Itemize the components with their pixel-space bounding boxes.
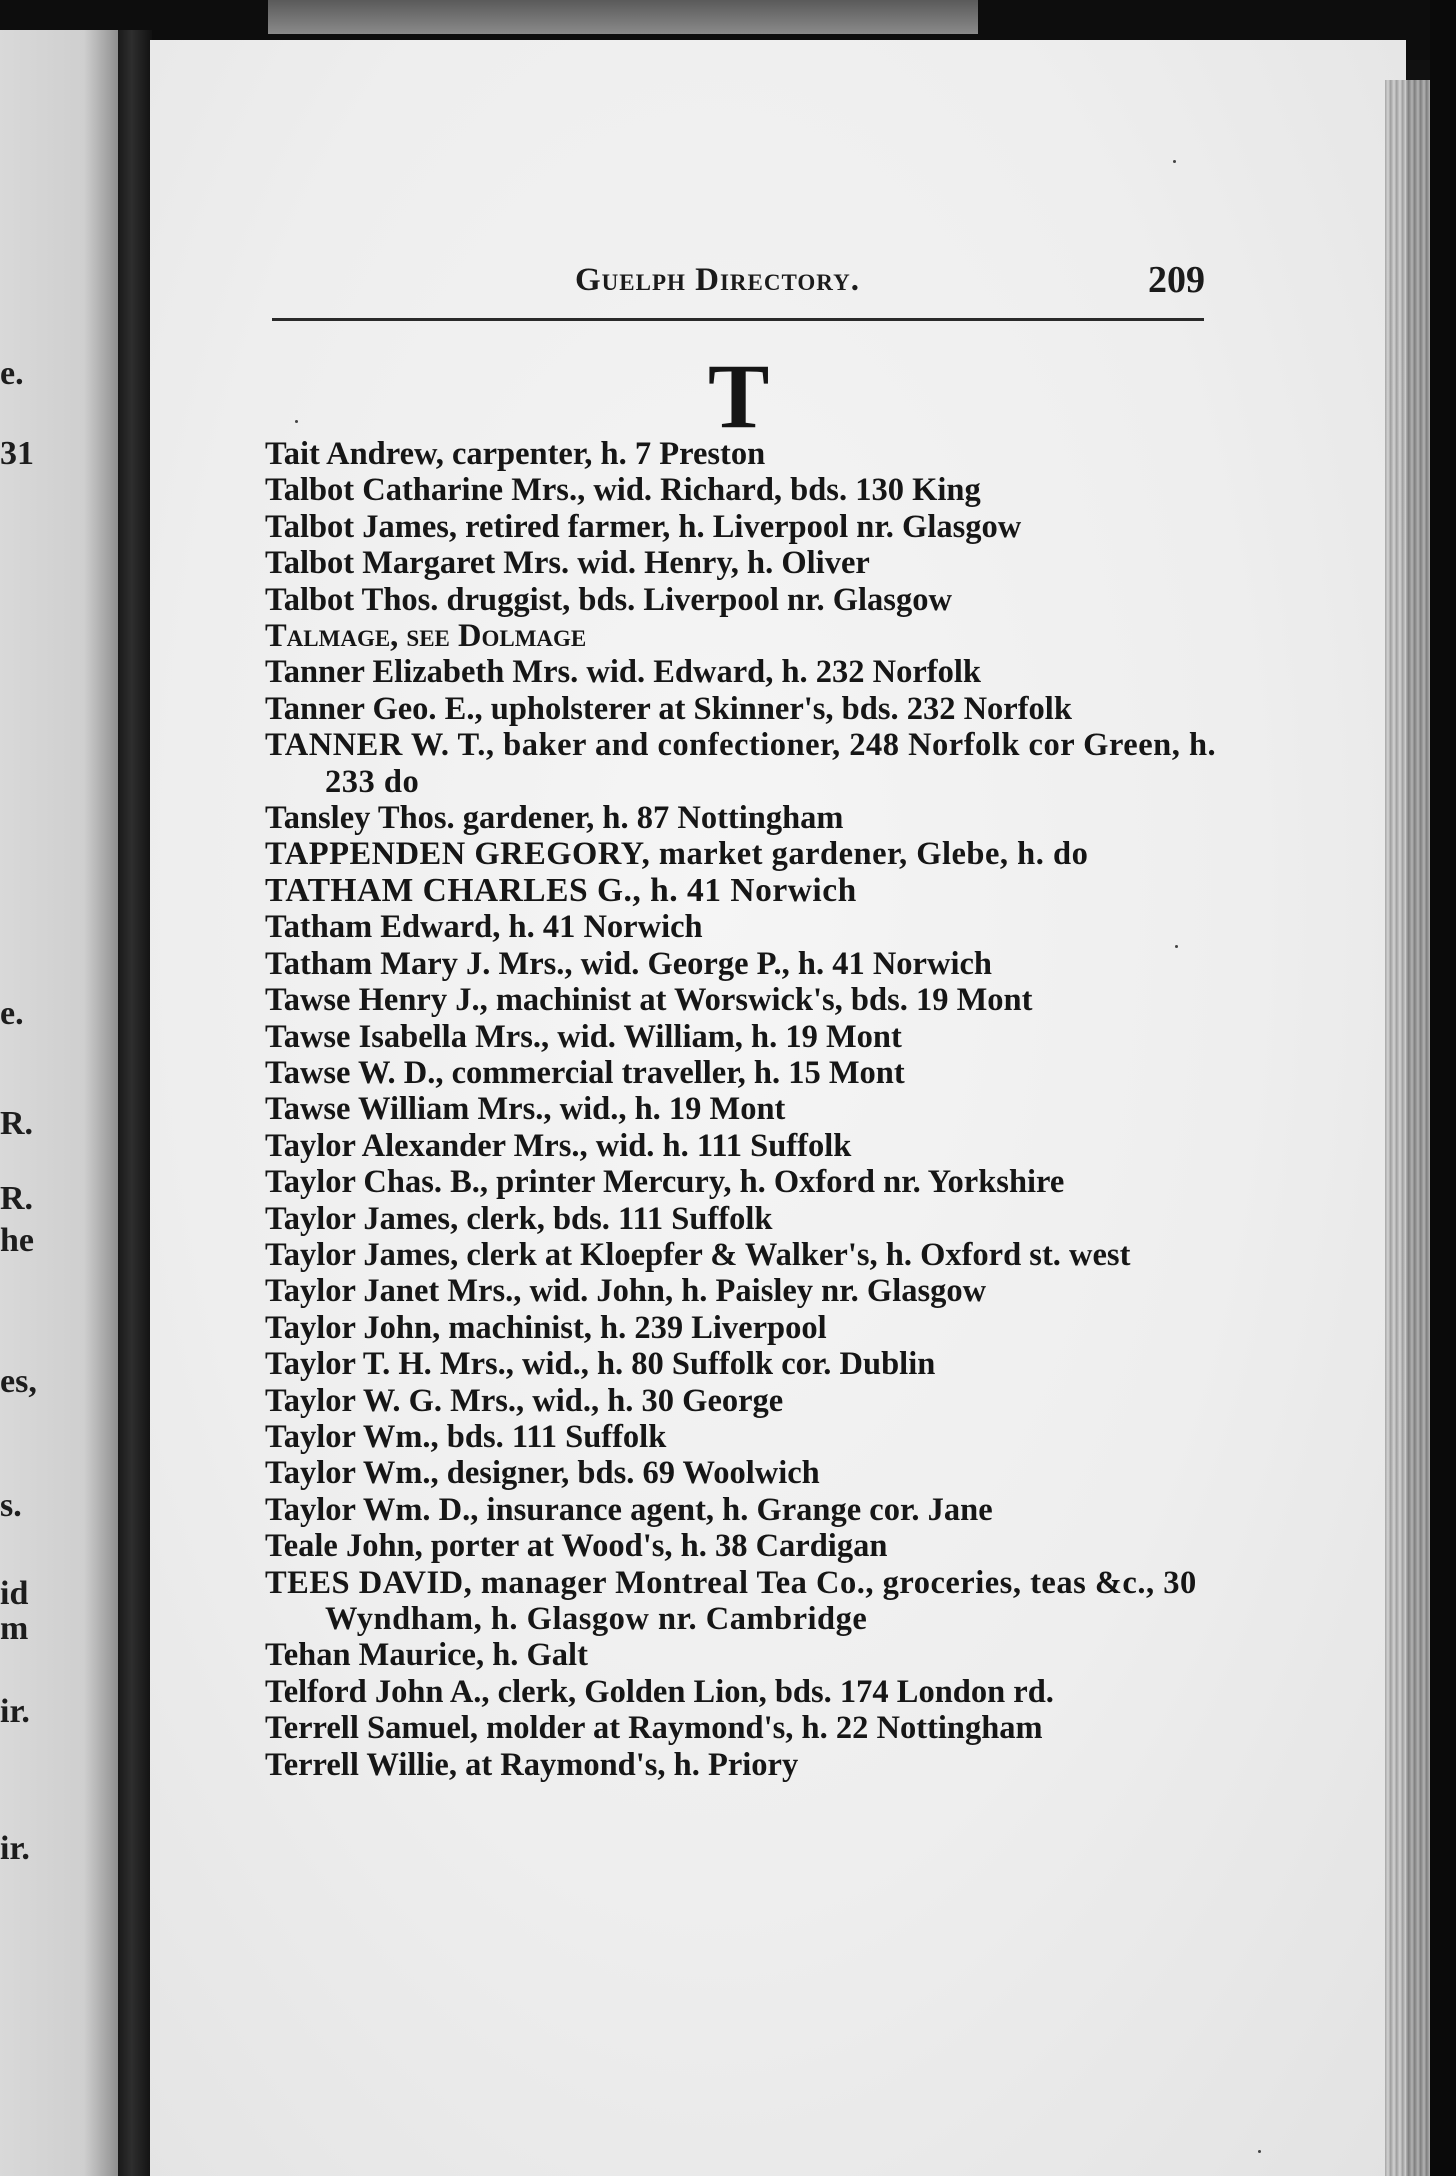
running-head: Guelph Directory. [575, 262, 860, 298]
page-number: 209 [1148, 259, 1205, 301]
scan-right-border [1430, 0, 1456, 2176]
directory-entry: Tait Andrew, carpenter, h. 7 Preston [265, 436, 766, 472]
directory-entry: Terrell Samuel, molder at Raymond's, h. 22 Nottingham [265, 1710, 1043, 1747]
left-page-fragment: R. [0, 1180, 34, 1217]
directory-entry: Tanner Elizabeth Mrs. wid. Edward, h. 232 Norfolk [265, 654, 981, 691]
left-page-fragment: es, [0, 1363, 37, 1400]
directory-entry: Talbot Thos. druggist, bds. Liverpool nr. Glasgow [265, 581, 952, 618]
paper-speck [1175, 945, 1178, 948]
directory-entry: Taylor W. G. Mrs., wid., h. 30 George [265, 1382, 784, 1419]
page-stack-edge [1385, 80, 1435, 2176]
paper-speck [1173, 160, 1176, 163]
directory-entry: Taylor Wm., bds. 111 Suffolk [265, 1418, 667, 1455]
directory-entry: Tatham Edward, h. 41 Norwich [265, 909, 703, 946]
header-rule [272, 318, 1204, 321]
left-page-fragment: he [0, 1222, 34, 1259]
directory-entry: Taylor Chas. B., printer Mercury, h. Oxford nr. Yorkshire [265, 1164, 1065, 1201]
directory-entry: TEES DAVID, manager Montreal Tea Co., groceries, teas &c., 30 Wyndham, h. Glasgow nr. Cambridge [265, 1564, 1197, 1637]
directory-entry: Teale John, porter at Wood's, h. 38 Cardigan [265, 1528, 888, 1565]
directory-entry: Taylor Wm. D., insurance agent, h. Grange cor. Jane [265, 1491, 993, 1528]
directory-entry: Tawse Henry J., machinist at Worswick's, bds. 19 Mont [265, 982, 1033, 1019]
directory-entry: TAPPENDEN GREGORY, market gardener, Glebe, h. do [265, 836, 1089, 873]
directory-entry: Taylor James, clerk, bds. 111 Suffolk [265, 1200, 773, 1237]
directory-entry: Tanner Geo. E., upholsterer at Skinner's, bds. 232 Norfolk [265, 690, 1072, 727]
directory-entry: Tawse William Mrs., wid., h. 19 Mont [265, 1091, 786, 1128]
directory-entry: Tawse W. D., commercial traveller, h. 15 Mont [265, 1054, 905, 1091]
directory-entry: Telford John A., clerk, Golden Lion, bds. 174 London rd. [265, 1673, 1054, 1710]
directory-entry: Talbot James, retired farmer, h. Liverpool nr. Glasgow [265, 508, 1022, 545]
directory-entry: Talmage, see Dolmage [265, 618, 587, 655]
directory-entry: TATHAM CHARLES G., h. 41 Norwich [265, 871, 857, 909]
left-facing-page [0, 30, 120, 2176]
section-letter: T [708, 345, 770, 447]
scan-top-paper-sliver [268, 0, 978, 34]
directory-entry: Talbot Margaret Mrs. wid. Henry, h. Oliver [265, 545, 870, 582]
left-page-fragment: e. [0, 995, 24, 1032]
paper-speck [1258, 2150, 1261, 2153]
directory-entry: Tehan Maurice, h. Galt [265, 1637, 588, 1674]
left-page-fragment: R. [0, 1105, 34, 1142]
directory-entries [265, 436, 1225, 1783]
directory-entry: Terrell Willie, at Raymond's, h. Priory [265, 1746, 799, 1783]
left-page-fragment: ir. [0, 1693, 30, 1730]
directory-entry: Taylor Wm., designer, bds. 69 Woolwich [265, 1455, 820, 1492]
left-page-fragment: e. [0, 355, 24, 392]
directory-entry: Taylor T. H. Mrs., wid., h. 80 Suffolk cor. Dublin [265, 1346, 936, 1383]
directory-entry: Tawse Isabella Mrs., wid. William, h. 19 Mont [265, 1018, 902, 1055]
directory-entry: Taylor Alexander Mrs., wid. h. 111 Suffolk [265, 1127, 852, 1164]
directory-entry: Tansley Thos. gardener, h. 87 Nottingham [265, 800, 844, 837]
directory-entry: Taylor James, clerk at Kloepfer & Walker's, h. Oxford st. west [265, 1236, 1131, 1273]
binding-gutter [118, 30, 152, 2176]
left-page-fragment: ir. [0, 1830, 30, 1867]
left-page-fragment: m [0, 1610, 29, 1647]
directory-entry: Tatham Mary J. Mrs., wid. George P., h. 41 Norwich [265, 945, 992, 982]
left-page-fragment: s. [0, 1487, 22, 1524]
paper-speck [295, 420, 298, 423]
directory-entry: Taylor John, machinist, h. 239 Liverpool [265, 1309, 827, 1346]
directory-entry: Talbot Catharine Mrs., wid. Richard, bds. 130 King [265, 472, 981, 509]
left-page-fragment: id [0, 1575, 29, 1612]
left-page-fragment: 31 [0, 435, 34, 472]
directory-entry: TANNER W. T., baker and confectioner, 248 Norfolk cor Green, h. 233 do [265, 727, 1217, 800]
directory-entry: Taylor Janet Mrs., wid. John, h. Paisley nr. Glasgow [265, 1273, 987, 1310]
